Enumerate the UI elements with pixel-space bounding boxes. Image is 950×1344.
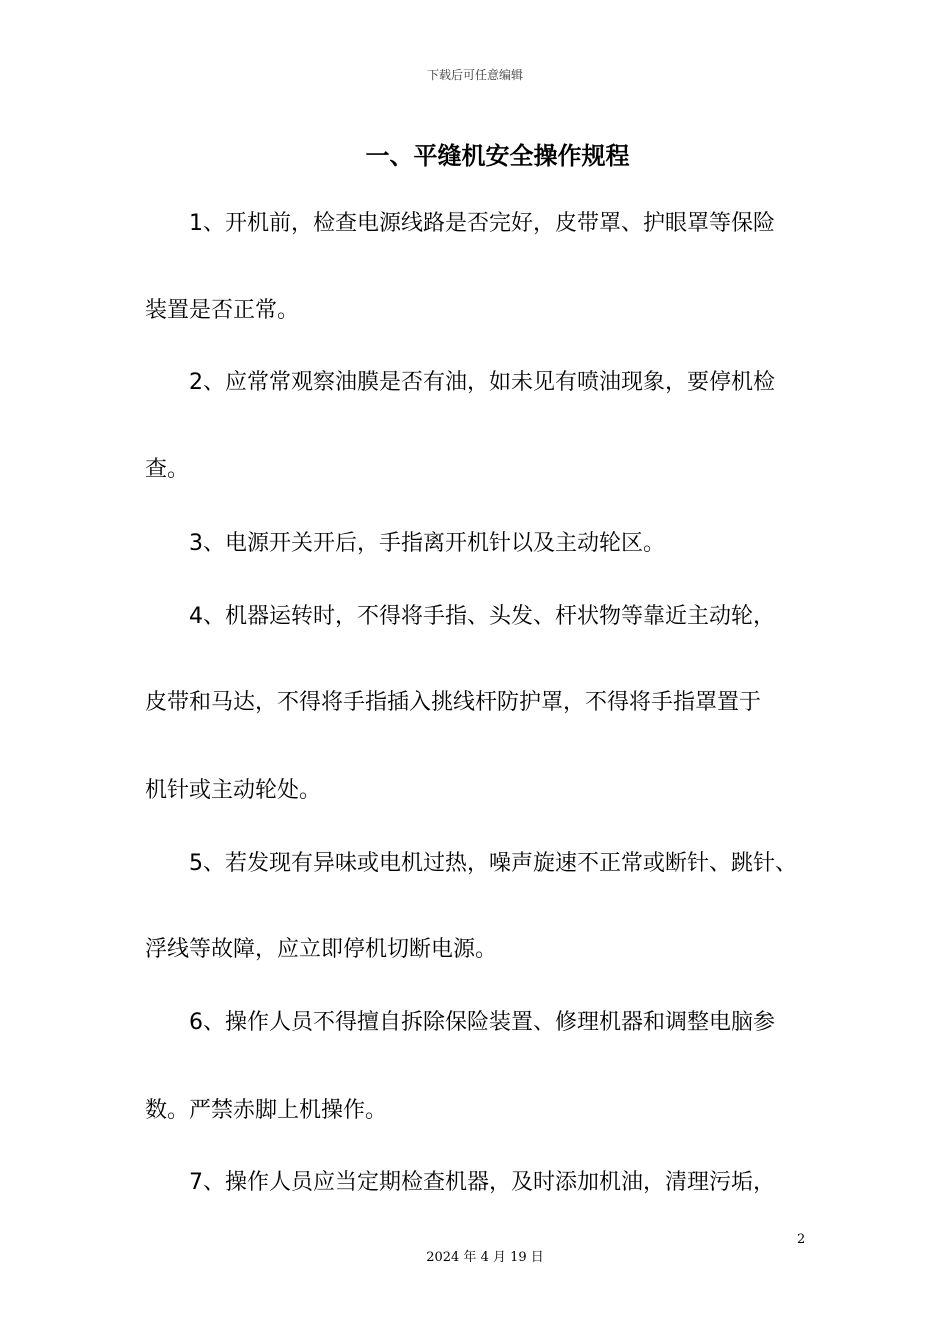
paragraph-line: 皮带和马达，不得将手指插入挑线杆防护罩，不得将手指罩置于 — [145, 690, 762, 715]
paragraph-line: 数。严禁赤脚上机操作。 — [145, 1098, 388, 1123]
paragraph-line: 3、电源开关开后，手指离开机针以及主动轮区。 — [189, 531, 665, 556]
page-number: 2 — [797, 1232, 806, 1247]
paragraph-line: 5、若发现有异味或电机过热，噪声旋速不正常或断针、跳针、 — [189, 851, 797, 876]
paragraph-line: 4、机器运转时，不得将手指、头发、杆状物等靠近主动轮， — [189, 604, 775, 629]
paragraph-line: 机针或主动轮处。 — [145, 778, 322, 803]
paragraph-line: 浮线等故障，应立即停机切断电源。 — [145, 937, 498, 962]
paragraph-line: 2、应常常观察油膜是否有油，如未见有喷油现象，要停机检 — [189, 370, 775, 395]
footer-date: 2024 年 4 月 19 日 — [426, 1250, 544, 1265]
paragraph-line: 装置是否正常。 — [145, 298, 300, 323]
document-title: 一、平缝机安全操作规程 — [365, 142, 630, 170]
page-header: 下载后可任意编辑 — [426, 68, 523, 82]
paragraph-line: 6、操作人员不得擅自拆除保险装置、修理机器和调整电脑参 — [189, 1010, 775, 1035]
paragraph-line: 1、开机前，检查电源线路是否完好，皮带罩、护眼罩等保险 — [189, 211, 775, 236]
paragraph-line: 查。 — [145, 457, 190, 482]
paragraph-line: 7、操作人员应当定期检查机器，及时添加机油，清理污垢， — [189, 1170, 775, 1195]
